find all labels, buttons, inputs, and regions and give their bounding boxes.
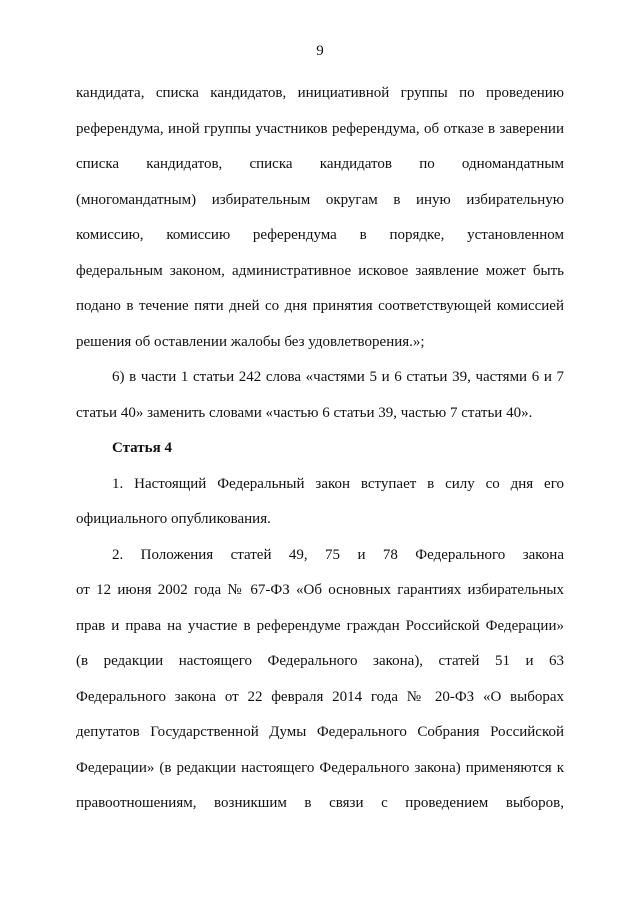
text-line: от 12 июня 2002 года № 67-ФЗ «Об основных гарантиях избирательных [76,582,564,598]
text-line: прав и права на участие в референдуме граждан Российской Федерации» [76,617,564,634]
text-line: правоотношениям, возникшим в связи с проведением выборов, [76,795,564,811]
text-line: решения об оставлении жалобы без удовлетворения.»; [76,333,425,350]
text-line: Федерального закона от 22 февраля 2014 года № 20-ФЗ «О выборах [76,688,564,705]
text-line: комиссию, комиссию референдума в порядке, установленном [76,227,564,243]
text-line: (в редакции настоящего Федерального закона), статей 51 и 63 [76,653,564,669]
text-line: депутатов Государственной Думы Федерального Собрания Российской [76,724,564,740]
text-line: 2. Положения статей 49, 75 и 78 Федерального закона [112,546,564,563]
text-line: Федерации» (в редакции настоящего Федерального закона) применяются к [76,759,564,776]
text-line: федеральным законом, административное исковое заявление может быть [76,262,564,279]
text-line: кандидата, списка кандидатов, инициативной группы по проведению [76,85,564,101]
page-number: 9 [316,43,324,59]
text-line: референдума, иной группы участников референдума, об отказе в заверении [76,120,564,137]
document-body [76,76,564,822]
section-heading: Статья 4 [112,440,172,456]
text-line: подано в течение пяти дней со дня принятия соответствующей комиссией [76,298,564,314]
text-line: официального опубликования. [76,511,271,527]
text-line: 1. Настоящий Федеральный закон вступает в силу со дня его [112,475,564,492]
text-line: статьи 40» заменить словами «частью 6 статьи 39, частью 7 статьи 40». [76,404,533,421]
text-line: (многомандатным) избирательным округам в иную избирательную [76,191,564,208]
text-line: 6) в части 1 статьи 242 слова «частями 5 и 6 статьи 39, частями 6 и 7 [112,369,564,385]
text-line: списка кандидатов, списка кандидатов по одномандатным [76,156,564,172]
